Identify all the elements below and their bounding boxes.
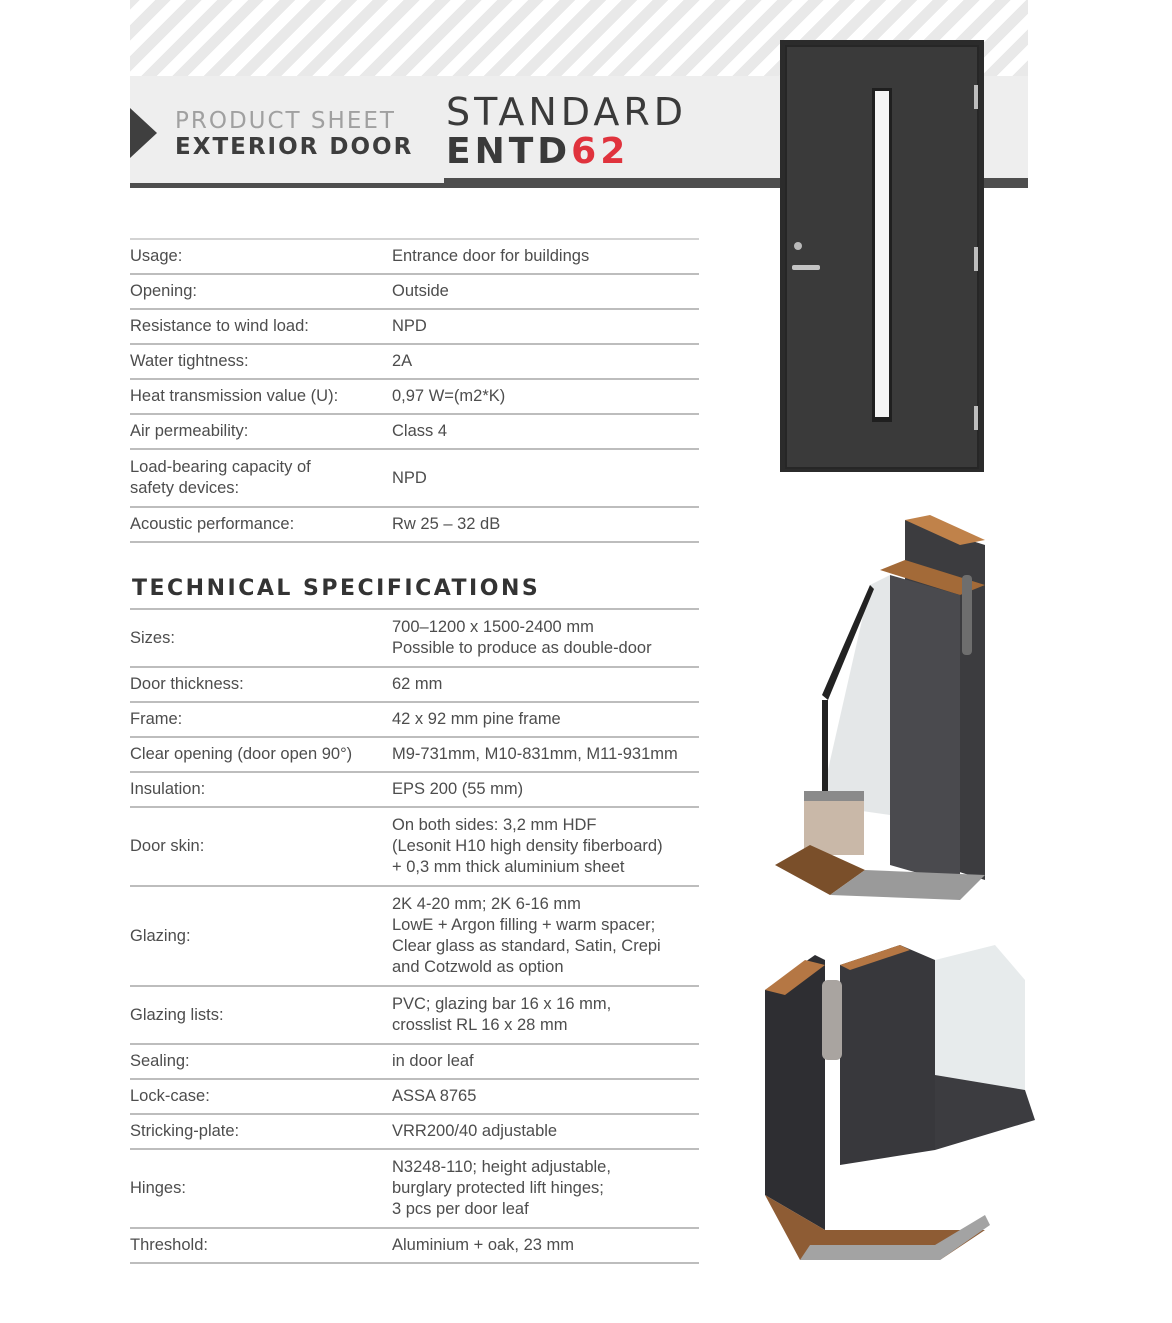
spec-value: 2K 4-20 mm; 2K 6-16 mm LowE + Argon filling + warm spacer; Clear glass as standard, Satin, Crepi and Cotzwold as option	[392, 895, 661, 976]
model-code-number: 62	[571, 131, 630, 172]
spec-label: Door thickness:	[130, 675, 244, 693]
spec-label: Stricking-plate:	[130, 1122, 240, 1140]
door-window-glass	[875, 91, 889, 417]
spec-value: VRR200/40 adjustable	[392, 1122, 558, 1140]
spec-value: 42 x 92 mm pine frame	[392, 710, 561, 728]
sheet-label-line1: PRODUCT SHEET	[175, 108, 396, 134]
spec-row	[130, 1115, 699, 1150]
spec-row	[130, 887, 699, 987]
model-code-letters: ENTD	[446, 131, 572, 172]
usage-table	[130, 238, 699, 543]
spec-value: PVC; glazing bar 16 x 16 mm, crosslist RL 16 x 28 mm	[392, 995, 612, 1034]
hinge	[962, 575, 972, 655]
spec-label: Glazing:	[130, 926, 191, 945]
spec-label: Glazing lists:	[130, 1005, 224, 1024]
door-cross-section-illustration	[770, 515, 1000, 910]
spec-label: Sealing:	[130, 1052, 190, 1070]
spec-value: On both sides: 3,2 mm HDF (Lesonit H10 high density fiberboard) + 0,3 mm thick aluminium sheet	[392, 816, 663, 876]
spec-row	[130, 703, 699, 738]
spec-row	[130, 310, 699, 345]
hinge-bottom	[974, 406, 978, 430]
spec-row	[130, 450, 699, 508]
spec-value: in door leaf	[392, 1052, 474, 1070]
insulation	[804, 795, 864, 855]
spec-label: Heat transmission value (U):	[130, 387, 339, 405]
spec-label: Air permeability:	[130, 422, 249, 440]
door-corner-section-illustration	[760, 940, 1045, 1280]
model-code	[446, 132, 746, 172]
spec-value: 62 mm	[392, 675, 443, 693]
spec-row	[130, 415, 699, 450]
spec-value: N3248-110; height adjustable, burglary protected lift hinges; 3 pcs per door leaf	[392, 1158, 611, 1218]
spec-value: ASSA 8765	[392, 1087, 477, 1105]
spec-value: NPD	[392, 317, 427, 335]
sheet-label	[175, 108, 425, 160]
spec-value: 0,97 W=(m2*K)	[392, 387, 506, 405]
spec-value: EPS 200 (55 mm)	[392, 780, 524, 798]
spec-label: Frame:	[130, 710, 183, 728]
spec-row	[130, 1045, 699, 1080]
spec-row	[130, 380, 699, 415]
spec-label: Opening:	[130, 282, 197, 300]
spec-label: Insulation:	[130, 780, 206, 798]
spec-row	[130, 1150, 699, 1229]
hinge	[822, 980, 842, 1060]
spec-row	[130, 240, 699, 275]
door-illustration	[780, 40, 984, 472]
spec-label: Clear opening (door open 90°)	[130, 745, 353, 763]
spec-value: Entrance door for buildings	[392, 247, 590, 265]
spec-label: Sizes:	[130, 628, 175, 647]
header-rule	[130, 183, 444, 188]
spec-value: M9-731mm, M10-831mm, M11-931mm	[392, 745, 678, 763]
glass-panel	[935, 945, 1025, 1090]
spec-row	[130, 738, 699, 773]
spec-value: 700–1200 x 1500-2400 mm Possible to produce as double-door	[392, 618, 652, 657]
spec-row	[130, 668, 699, 703]
door-lock-cylinder	[794, 242, 802, 250]
spec-value: Class 4	[392, 422, 448, 440]
spec-label: Resistance to wind load:	[130, 317, 309, 335]
spec-label: Usage:	[130, 247, 183, 265]
spec-label: Lock-case:	[130, 1087, 210, 1105]
door-leaf-left	[840, 945, 935, 1165]
spec-value: 2A	[392, 352, 413, 370]
tech-section-title: TECHNICAL SPECIFICATIONS	[132, 576, 541, 601]
spec-row	[130, 808, 699, 887]
spec-row	[130, 987, 699, 1045]
spec-value: Aluminium + oak, 23 mm	[392, 1236, 575, 1254]
spec-label: Water tightness:	[130, 352, 249, 370]
model-name: STANDARD	[446, 90, 688, 134]
sheet-label-line2: EXTERIOR DOOR	[175, 134, 414, 160]
spec-row	[130, 345, 699, 380]
spec-row	[130, 610, 699, 668]
spec-row	[130, 773, 699, 808]
spec-label: Threshold:	[130, 1236, 208, 1254]
spec-value: Rw 25 – 32 dB	[392, 515, 501, 533]
door-leaf-section	[890, 575, 960, 885]
model-title	[446, 92, 746, 172]
tech-specs-table	[130, 608, 699, 1264]
spec-label: Acoustic performance:	[130, 515, 295, 533]
spec-value: Outside	[392, 282, 449, 300]
spec-value: NPD	[392, 468, 427, 487]
spec-label: Load-bearing capacity of safety devices:	[130, 458, 311, 497]
door-handle	[792, 265, 820, 270]
spec-label: Hinges:	[130, 1179, 186, 1197]
hinge-top	[974, 85, 978, 109]
spec-row	[130, 1080, 699, 1115]
glass-panel	[820, 575, 890, 815]
spec-row	[130, 275, 699, 310]
hinge-middle	[974, 247, 978, 271]
arrow-right-icon	[130, 108, 157, 158]
spec-label: Door skin:	[130, 837, 205, 855]
frame-left	[765, 955, 825, 1230]
spec-row	[130, 1229, 699, 1264]
spec-row	[130, 508, 699, 543]
